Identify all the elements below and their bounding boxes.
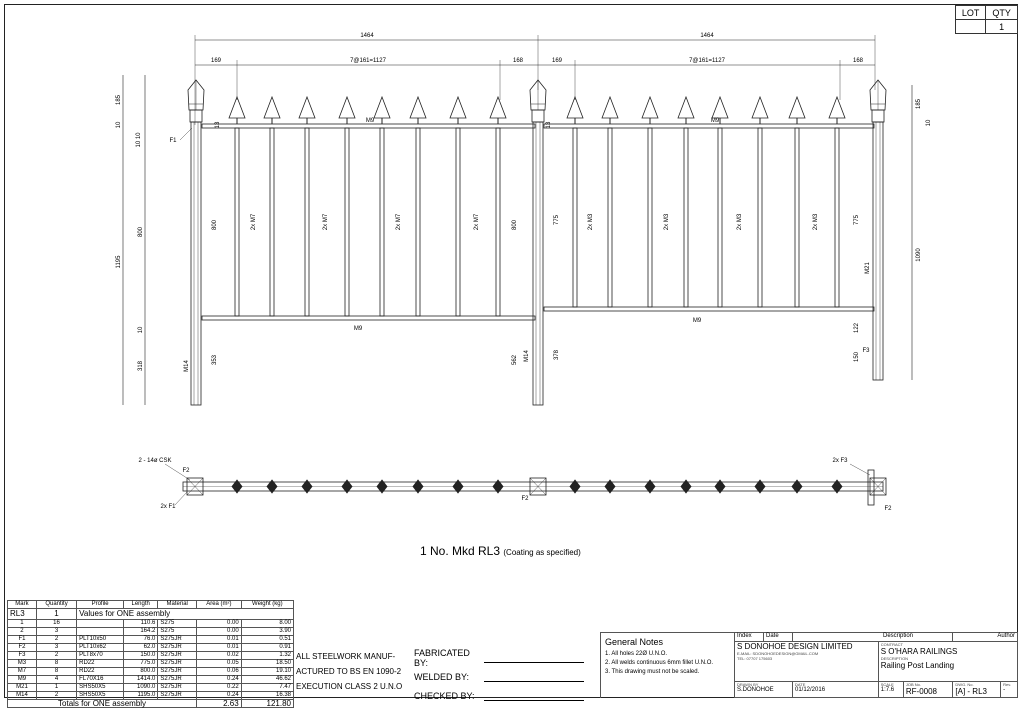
bar-right-6-spear (789, 97, 805, 118)
post-mid (533, 122, 543, 405)
height-10-left: 10 (116, 121, 122, 129)
tb-author-label: Author (953, 633, 1018, 642)
post-cap-right-base (872, 110, 884, 122)
plan-csk-label: 2 - 14ø CSK (138, 458, 172, 464)
bar-right-0 (573, 128, 577, 307)
tb-scale-cell (878, 682, 903, 698)
bar-left-1 (270, 128, 274, 316)
bom-total-area: 2.63 (197, 700, 242, 708)
bom-cell: SHS50X5 (77, 692, 124, 700)
bars-left-label-1: 2x M7 (323, 213, 329, 231)
bom-assembly-row (8, 609, 294, 620)
bar-left-4 (380, 128, 384, 316)
fabricated-by-label: FABRICATED BY: (414, 647, 470, 668)
bom-assembly-qty: 1 (36, 609, 76, 620)
dimension-labels (116, 33, 932, 512)
bom-header-2: Profile (77, 601, 124, 609)
bom-cell: S275 (158, 620, 197, 628)
statement-line-1: ALL STEELWORK MANUF- (296, 652, 396, 661)
height-775-a: 775 (554, 214, 560, 226)
bom-cell: 0.01 (197, 644, 242, 652)
bom-cell: SHS50X5 (77, 684, 124, 692)
bom-row (8, 652, 294, 660)
bom-cell: 164.2 (124, 628, 158, 636)
tb-contract-label: CONTRACT (880, 642, 903, 647)
bom-header-row (8, 601, 294, 609)
bom-cell: 1414.0 (124, 676, 158, 684)
bom-cell: 0.91 (241, 644, 293, 652)
statement-line-3: EXECUTION CLASS 2 U.N.O (296, 682, 403, 691)
bom-header-0: Mark (8, 601, 37, 609)
title-block (734, 632, 1018, 698)
overall-right-dim: 1464 (700, 33, 714, 39)
bom-cell: 62.0 (124, 644, 158, 652)
bom-cell: 0.05 (197, 660, 242, 668)
bom-cell: 0.06 (197, 668, 242, 676)
welded-by-line[interactable] (484, 672, 584, 682)
bom-cell: S275JR (158, 692, 197, 700)
bom-total-weight: 121.80 (241, 700, 293, 708)
bom-cell: 1090.0 (124, 684, 158, 692)
bottom-rail-left-label: M9 (353, 326, 363, 332)
height-378: 378 (554, 349, 560, 361)
tb-contract: S O'HARA RAILINGS (880, 647, 958, 656)
bom-cell: S275JR (158, 652, 197, 660)
overall-left-dim: 1464 (360, 33, 374, 39)
signoff-block (414, 648, 584, 705)
end-left-dim: 169 (210, 58, 222, 64)
bar-right-4 (718, 128, 722, 307)
post-cap-left-base (190, 110, 202, 122)
bom-assembly-label: Values for ONE assembly (77, 609, 294, 620)
bom-cell: S275JR (158, 636, 197, 644)
bar-right-5-spear (752, 97, 768, 118)
bars-right-label-3: 2x M3 (813, 213, 819, 231)
bom-header-4: Material (158, 601, 197, 609)
bom-cell: 0.00 (197, 620, 242, 628)
plan-f2-mid: F2 (521, 496, 529, 502)
bar-right-7 (835, 128, 839, 307)
qty-label: QTY (986, 6, 1018, 20)
qty-value: 1 (986, 20, 1018, 34)
bom-header-1: Quantity (36, 601, 76, 609)
tb-contract-cell (878, 642, 1017, 682)
top-rail-right (544, 124, 874, 128)
bottom-rail-left (202, 316, 535, 320)
welded-by-label: WELDED BY: (414, 671, 470, 682)
bom-cell: 1 (36, 684, 76, 692)
bars-right-label-1: 2x M3 (664, 213, 670, 231)
top-rail-left (202, 124, 535, 128)
bar-right-3-spear (678, 97, 694, 118)
bom-cell: 8 (36, 668, 76, 676)
bar-right-5 (758, 128, 762, 307)
bar-left-1-spear (264, 97, 280, 118)
top-rail-right-label: M9 (710, 118, 720, 124)
bom-cell (77, 620, 124, 628)
bottom-rail-right-label: M9 (692, 318, 702, 324)
assembly-caption (420, 544, 581, 558)
bom-cell: 19.10 (241, 668, 293, 676)
checked-by-line[interactable] (484, 691, 584, 701)
bom-cell: 8.00 (241, 620, 293, 628)
tb-scale-label: SCALE (880, 682, 894, 687)
bom-cell: 110.6 (124, 620, 158, 628)
caption-note: (Coating as specified) (503, 548, 581, 557)
top-rail-left-label: M9 (365, 118, 375, 124)
bom-cell (77, 628, 124, 636)
bom-cell: S275 (158, 628, 197, 636)
height-353: 353 (212, 354, 218, 366)
plate-f3-label: F3 (862, 348, 870, 354)
bom-cell: 1.32 (241, 652, 293, 660)
bom-header-3: Length (124, 601, 158, 609)
bar-right-2 (648, 128, 652, 307)
tb-rev: - (1003, 687, 1006, 693)
plan-f1-left: 2x F1 (160, 504, 176, 510)
tb-date-cell (793, 682, 879, 698)
tb-job: RF-0008 (905, 687, 937, 696)
bom-cell: S275JR (158, 644, 197, 652)
tb-description-small: DESCRIPTION (880, 656, 909, 661)
bom-header-5: Area (m²) (197, 601, 242, 609)
height-13-a: 13 (215, 121, 221, 129)
bar-left-2 (305, 128, 309, 316)
note-2: 2. All welds continuous 6mm fillet U.N.O. (605, 660, 714, 666)
bom-cell: 0.22 (197, 684, 242, 692)
plan-leader (175, 492, 187, 505)
height-800-left: 800 (138, 226, 144, 238)
fabricated-by-line[interactable] (484, 653, 584, 663)
bar-left-0-spear (229, 97, 245, 118)
bom-cell: M7 (8, 668, 37, 676)
bar-right-1-spear (602, 97, 618, 118)
height-122: 122 (854, 322, 860, 334)
height-13-b: 13 (546, 121, 552, 129)
bom-cell: 0.02 (197, 652, 242, 660)
bom-cell: 800.0 (124, 668, 158, 676)
bom-cell: 18.50 (241, 660, 293, 668)
bom-cell: 46.62 (241, 676, 293, 684)
bom-row (8, 668, 294, 676)
bom-row (8, 660, 294, 668)
tb-dwg-cell (953, 682, 1001, 698)
notes-title: General Notes (605, 637, 664, 647)
bom-cell: 16.38 (241, 692, 293, 700)
bom-row (8, 676, 294, 684)
height-318: 318 (138, 360, 144, 372)
bom-row (8, 644, 294, 652)
bom-cell: 0.00 (197, 628, 242, 636)
bars-left-label-0: 2x M7 (251, 213, 257, 231)
bom-cell: 0.24 (197, 692, 242, 700)
bar-left-3-spear (339, 97, 355, 118)
general-notes (600, 632, 734, 698)
bom-cell: PLT10x62 (77, 644, 124, 652)
bom-header-6: Weight (kg) (241, 601, 293, 609)
bar-right-2-spear (642, 97, 658, 118)
bom-cell: M3 (8, 660, 37, 668)
height-1090: 1090 (916, 248, 922, 262)
bom-cell: 8 (36, 660, 76, 668)
bar-right-6 (795, 128, 799, 307)
pitch-left-dim: 7@161=1127 (350, 58, 386, 64)
plate-f1-label: F1 (169, 138, 177, 144)
end-mid-right-dim: 169 (551, 58, 563, 64)
plan-f3-right: 2x F3 (832, 458, 848, 464)
statement-line-2: ACTURED TO BS EN 1090-2 (296, 667, 402, 676)
tb-date: 01/12/2016 (795, 687, 826, 693)
bom-row (8, 628, 294, 636)
bom-row (8, 620, 294, 628)
post-cap-mid-base (532, 110, 544, 122)
height-10-bottom: 10 (138, 326, 144, 334)
bars-left-label-3: 2x M7 (474, 213, 480, 231)
bom-cell: 0.24 (197, 676, 242, 684)
lot-label: LOT (956, 6, 986, 20)
height-800-b: 800 (512, 219, 518, 231)
tb-scale: 1:7.6 (880, 687, 895, 693)
bom-cell: F2 (8, 644, 37, 652)
caption-main: 1 No. Mkd RL3 (420, 544, 501, 558)
tb-drawn-label: DRAWN BY (737, 682, 759, 687)
bom-cell: 3 (36, 628, 76, 636)
tb-index-label: Index (735, 633, 764, 642)
bars-right-label-2: 2x M3 (737, 213, 743, 231)
execution-class-statement (296, 649, 402, 694)
bom-cell: M21 (8, 684, 37, 692)
bom-cell: 16 (36, 620, 76, 628)
bom-total-row (8, 700, 294, 708)
bom-cell: S275JR (158, 660, 197, 668)
height-1195: 1195 (116, 255, 122, 269)
bottom-rail-right (544, 307, 874, 311)
tb-tel: TEL: 07707 175603 (737, 656, 773, 661)
post-left-label: M14 (184, 360, 190, 372)
height-185-right: 185 (916, 98, 922, 110)
tb-description: Railing Post Landing (880, 661, 955, 670)
tb-job-cell (903, 682, 953, 698)
bom-cell: 1195.0 (124, 692, 158, 700)
bar-left-3 (345, 128, 349, 316)
post-mid-label: M14 (524, 350, 530, 362)
bom-cell: S275JR (158, 684, 197, 692)
tb-dwg: [A] - RL3 (955, 687, 987, 696)
bom-cell: S275JR (158, 668, 197, 676)
plan-leader (850, 464, 870, 475)
tb-dwg-label: DWG. No. (955, 682, 974, 687)
checked-by-label: CHECKED BY: (414, 690, 475, 701)
bom-cell: 2 (36, 692, 76, 700)
tb-company-cell (735, 642, 879, 682)
bill-of-materials (7, 600, 294, 708)
bom-assembly-mark: RL3 (8, 609, 37, 620)
bar-right-0-spear (567, 97, 583, 118)
tb-job-label: JOB No. (905, 682, 921, 687)
bom-cell: 3 (36, 644, 76, 652)
bom-cell: RD22 (77, 660, 124, 668)
bom-cell: F1 (8, 636, 37, 644)
bom-cell: 775.0 (124, 660, 158, 668)
bar-left-2-spear (299, 97, 315, 118)
tb-date-small: DATE (795, 682, 806, 687)
bar-right-4-spear (712, 97, 728, 118)
post-right-label: M21 (865, 262, 871, 274)
bom-cell: M9 (8, 676, 37, 684)
bar-left-4-spear (374, 97, 390, 118)
bom-cell: 4 (36, 676, 76, 684)
plan-f2-left: F2 (182, 468, 190, 474)
bom-cell: 7.47 (241, 684, 293, 692)
tb-drawn-by: S.DONOHOE (737, 687, 774, 693)
bom-cell: 150.0 (124, 652, 158, 660)
bom-cell: PLT8x70 (77, 652, 124, 660)
tb-rev-label: Rev. (1003, 682, 1012, 687)
bar-left-7-spear (490, 97, 506, 118)
plan-plate-f3 (868, 470, 874, 505)
bar-right-3 (684, 128, 688, 307)
end-right-dim: 168 (852, 58, 864, 64)
bar-right-7-spear (829, 97, 845, 118)
bom-cell: F3 (8, 652, 37, 660)
plan-f2-right: F2 (884, 506, 892, 512)
bar-left-0 (235, 128, 239, 316)
bom-cell: 2 (36, 652, 76, 660)
bom-cell: 2 (8, 628, 37, 636)
tb-drawn-cell (735, 682, 793, 698)
height-800-a: 800 (212, 219, 218, 231)
bom-row (8, 636, 294, 644)
bom-cell: 76.0 (124, 636, 158, 644)
bars-right-label-0: 2x M3 (588, 213, 594, 231)
height-775-b: 775 (854, 214, 860, 226)
bom-cell: S275JR (158, 676, 197, 684)
post-left (191, 122, 201, 405)
bar-left-5 (416, 128, 420, 316)
pitch-right-dim: 7@161=1127 (689, 58, 725, 64)
end-mid-left-dim: 168 (512, 58, 524, 64)
bom-cell: 0.51 (241, 636, 293, 644)
height-1010: 10 10 (136, 132, 142, 148)
note-3: 3. This drawing must not be scaled. (605, 669, 700, 675)
bar-left-7 (496, 128, 500, 316)
bom-row (8, 692, 294, 700)
bom-cell: PLT10x50 (77, 636, 124, 644)
bar-left-5-spear (410, 97, 426, 118)
tb-description-label: Description (793, 633, 953, 642)
height-150: 150 (854, 351, 860, 363)
height-185-left: 185 (116, 94, 122, 106)
bom-cell: 0.01 (197, 636, 242, 644)
leader-f1 (180, 128, 192, 140)
bom-cell: 3.90 (241, 628, 293, 636)
bom-total-label: Totals for ONE assembly (8, 700, 197, 708)
tb-email: E-MAIL: SDONOHOEDESIGN@GMAIL.COM (737, 651, 819, 656)
tb-rev-cell (1001, 682, 1018, 698)
height-10-right: 10 (926, 119, 932, 127)
bom-cell: RD22 (77, 668, 124, 676)
tb-company: S DONOHOE DESIGN LIMITED (737, 642, 853, 651)
bar-left-6-spear (450, 97, 466, 118)
bom-cell: 2 (36, 636, 76, 644)
note-1: 1. All holes 22Ø U.N.O. (605, 651, 668, 657)
bom-cell: 1 (8, 620, 37, 628)
bar-right-1 (608, 128, 612, 307)
bom-cell: FL70X16 (77, 676, 124, 684)
tb-date-label: Date (764, 633, 793, 642)
bom-row (8, 684, 294, 692)
bar-left-6 (456, 128, 460, 316)
post-right (873, 122, 883, 380)
bars-left-label-2: 2x M7 (396, 213, 402, 231)
height-562: 562 (512, 354, 518, 366)
bom-cell: M14 (8, 692, 37, 700)
